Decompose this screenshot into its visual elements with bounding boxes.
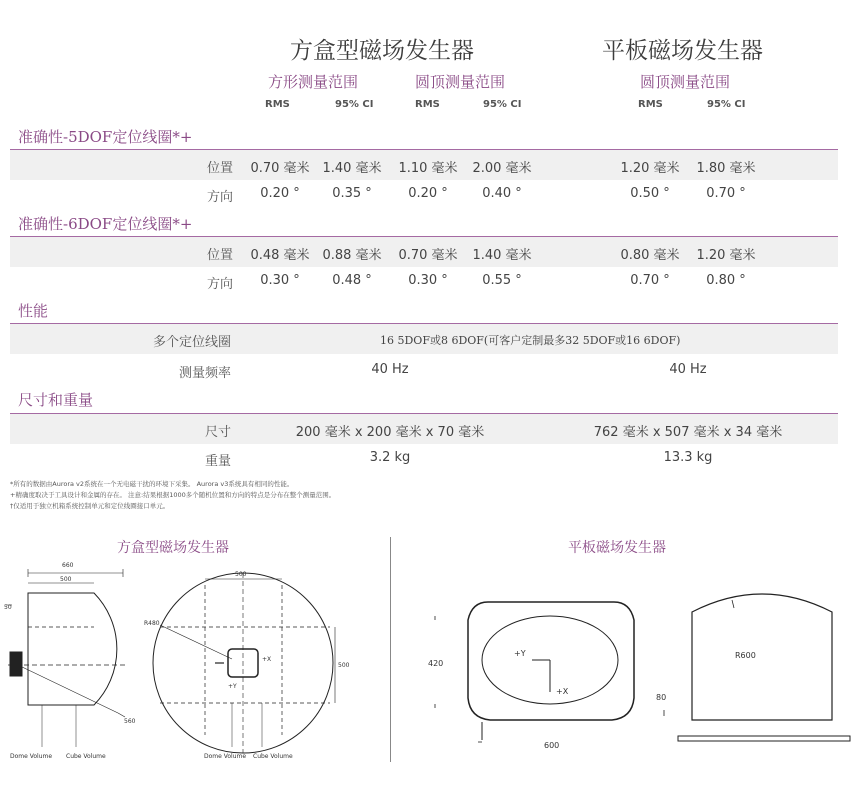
row-label-size: 尺寸	[205, 425, 232, 440]
value-cell: 0.40 °	[482, 186, 522, 201]
axis-plus-x: +X	[262, 656, 272, 663]
axis-plus-x: +X	[556, 687, 569, 696]
dim-560: 560	[124, 718, 136, 725]
ci-label: 95% CI	[707, 99, 746, 110]
value-cell: 1.80 毫米	[696, 161, 756, 176]
ci-label: 95% CI	[483, 99, 522, 110]
dim-80: 80	[656, 693, 667, 702]
value-cell: 0.30 °	[408, 273, 448, 288]
row-label-coils: 多个定位线圈	[153, 335, 232, 350]
dim-r600: R600	[735, 651, 756, 660]
box-side-view	[6, 569, 128, 747]
value-cell: 1.40 毫米	[472, 248, 532, 263]
cube-volume-label: Cube Volume	[66, 753, 106, 760]
value-cell: 0.70 毫米	[398, 248, 458, 263]
value-cell: 0.70 °	[630, 273, 670, 288]
section-performance: 性能	[18, 302, 49, 320]
row-label-weight: 重量	[205, 454, 232, 469]
dim-420: 420	[428, 659, 444, 668]
rms-label: RMS	[265, 99, 290, 110]
row-label-direction: 方向	[207, 277, 234, 292]
axis-plus-y: +Y	[228, 683, 237, 690]
rms-label: RMS	[638, 99, 663, 110]
diagram-divider	[390, 537, 391, 762]
ci-label: 95% CI	[335, 99, 374, 110]
value-cell: 0.35 °	[332, 186, 372, 201]
value-cell: 0.50 °	[630, 186, 670, 201]
axis-plus-y: +Y	[514, 649, 526, 658]
dome-volume-label: Dome Volume	[10, 753, 53, 760]
box-generator-heading: 方盒型磁场发生器	[290, 38, 474, 64]
dim-r480: R480	[144, 620, 160, 627]
dome-volume-label: Dome Volume	[204, 753, 247, 760]
square-range-heading: 方形测量范围	[268, 73, 359, 91]
weight-flat: 13.3 kg	[663, 450, 713, 465]
value-cell: 1.10 毫米	[398, 161, 458, 176]
footnote: *所有的数据由Aurora v2系统在一个无电磁干扰的环境下采集。 Aurora v3系统具有相同的性能。	[10, 480, 294, 488]
dome-range-heading: 圆顶测量范围	[415, 73, 506, 91]
row-label-direction: 方向	[207, 190, 234, 205]
frequency-box: 40 Hz	[371, 362, 409, 377]
value-cell: 0.48 °	[332, 273, 372, 288]
rms-label: RMS	[415, 99, 440, 110]
weight-box: 3.2 kg	[369, 450, 411, 465]
value-cell: 0.30 °	[260, 273, 300, 288]
dim-500-top: 500	[235, 571, 247, 578]
box-diagram-title: 方盒型磁场发生器	[117, 540, 229, 556]
size-flat: 762 毫米 x 507 毫米 x 34 毫米	[593, 425, 783, 440]
flat-generator-drawing	[420, 580, 860, 765]
value-cell: 1.20 毫米	[620, 161, 680, 176]
row-label-frequency: 测量频率	[179, 366, 232, 381]
footnote: †仅适用于独立机箱系统控制单元和定位线圈接口单元。	[10, 502, 170, 510]
dim-600: 600	[544, 741, 560, 750]
flat-diagram-title: 平板磁场发生器	[568, 540, 666, 556]
dim-500-side: 500	[338, 662, 350, 669]
dim-50: 50	[4, 604, 12, 611]
coils-value: 16 5DOF或8 6DOF(可客户定制最多32 5DOF或16 6DOF)	[380, 334, 681, 347]
section-size-weight: 尺寸和重量	[18, 391, 94, 409]
cube-volume-label: Cube Volume	[253, 753, 293, 760]
section-5dof: 准确性-5DOF定位线圈*+	[18, 128, 193, 146]
value-cell: 0.80 毫米	[620, 248, 680, 263]
frequency-flat: 40 Hz	[669, 362, 707, 377]
value-cell: 1.20 毫米	[696, 248, 756, 263]
value-cell: 0.70 °	[706, 186, 746, 201]
flat-top-view	[435, 602, 634, 742]
value-cell: 0.20 °	[260, 186, 300, 201]
row-label-position: 位置	[207, 248, 234, 263]
dim-660: 660	[62, 562, 74, 569]
value-cell: 0.88 毫米	[322, 248, 382, 263]
value-cell: 0.80 °	[706, 273, 746, 288]
dim-500: 500	[60, 576, 72, 583]
value-cell: 2.00 毫米	[472, 161, 532, 176]
row-label-position: 位置	[207, 161, 234, 176]
box-top-view	[153, 573, 335, 753]
flat-side-view	[664, 594, 850, 741]
footnote: +精确度取决于工具设计和金属的存在。 注意:结果根据1000多个随机位置和方向的特点是分布在整个测量范围。	[10, 491, 336, 499]
section-6dof: 准确性-6DOF定位线圈*+	[18, 215, 193, 233]
dome-range-flat-heading: 圆顶测量范围	[640, 73, 731, 91]
value-cell: 0.70 毫米	[250, 161, 310, 176]
value-cell: 0.48 毫米	[250, 248, 310, 263]
value-cell: 0.20 °	[408, 186, 448, 201]
size-box: 200 毫米 x 200 毫米 x 70 毫米	[295, 425, 485, 440]
value-cell: 0.55 °	[482, 273, 522, 288]
flat-generator-heading: 平板磁场发生器	[602, 38, 763, 64]
value-cell: 1.40 毫米	[322, 161, 382, 176]
box-generator-drawing	[0, 555, 385, 765]
